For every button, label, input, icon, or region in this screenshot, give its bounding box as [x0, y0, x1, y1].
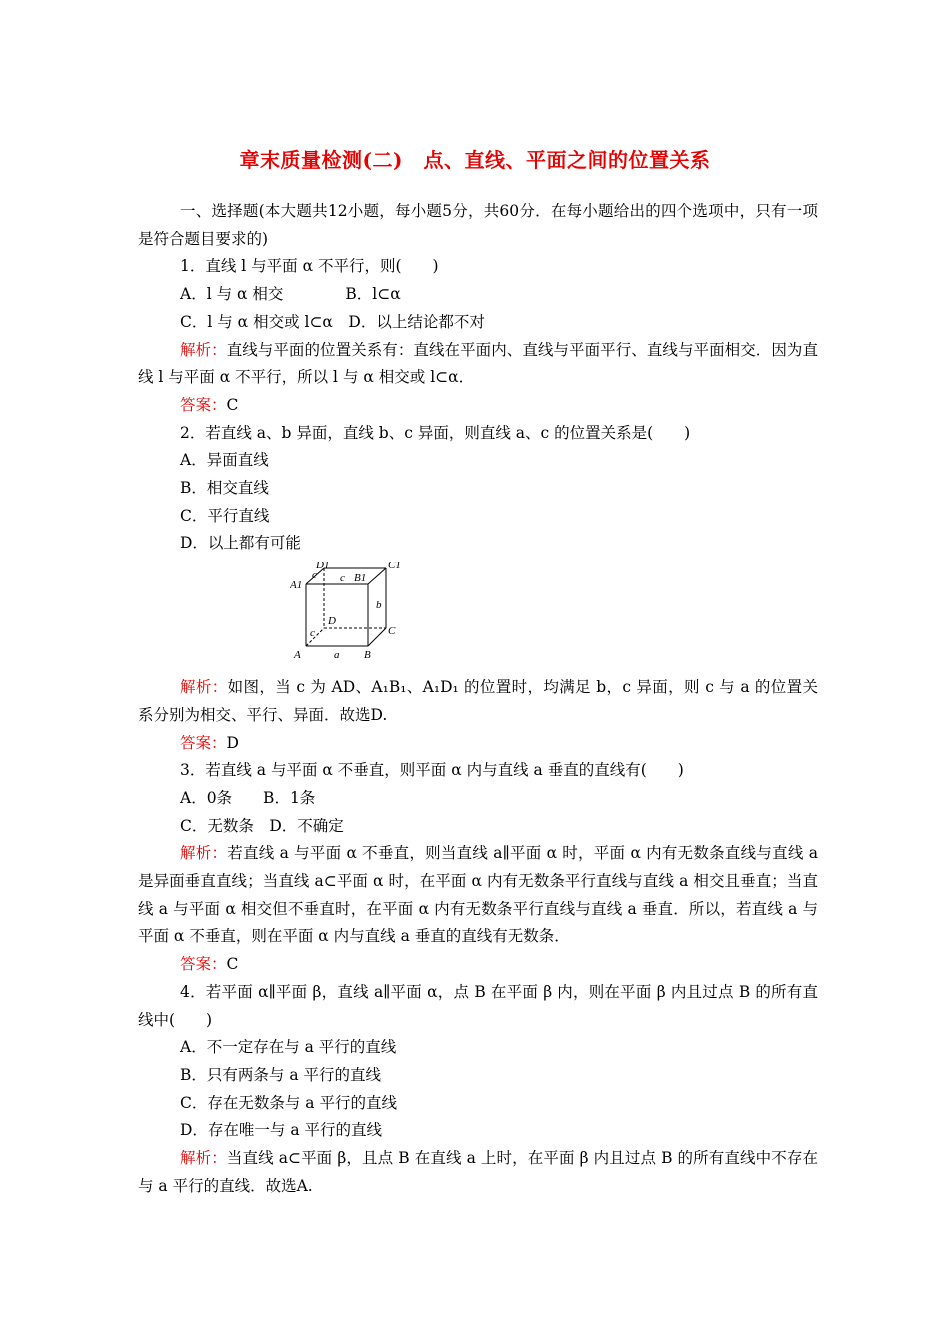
question-2-stem: 2．若直线 a、b 异面，直线 b、c 异面，则直线 a、c 的位置关系是( )	[180, 423, 691, 442]
question-2-option: D．以上都有可能	[180, 534, 301, 553]
question-4-analysis	[138, 1145, 818, 1200]
page-title: 章末质量检测(二) 点、直线、平面之间的位置关系	[239, 148, 711, 172]
question-4-option: A．不一定存在与 a 平行的直线	[180, 1038, 397, 1057]
question-4-option: B．只有两条与 a 平行的直线	[180, 1065, 381, 1084]
cube-diagram	[290, 562, 402, 666]
analysis-text: 如图，当 c 为 AD、A₁B₁、A₁D₁ 的位置时，均满足 b，c 异面，则 c 与 a 的位置关系分别为相交、平行、异面．故选D.	[138, 678, 818, 724]
question-4-stem: 4．若平面 α∥平面 β，直线 a∥平面 α，点 B 在平面 β 内，则在平面 β 内且过点 B 的所有直线中( )	[138, 982, 818, 1029]
analysis-text: 直线与平面的位置关系有：直线在平面内、直线与平面平行、直线与平面相交．因为直线 l 与平面 α 不平行，所以 l 与 α 相交或 l⊂α．	[138, 340, 818, 387]
analysis-label: 解析：	[180, 844, 228, 863]
document-body	[138, 198, 818, 1201]
answer-label: 答案：	[180, 955, 227, 974]
section-header: 一、选择题(本大题共12小题，每小题5分，共60分．在每小题给出的四个选项中，只有一项是符合题目要求的)	[138, 202, 818, 248]
cube-edge	[368, 628, 386, 646]
question-3-option-row: A．0条 B．1条	[180, 788, 316, 807]
question-1-option-row: C．l 与 α 相交或 l⊂α D．以上结论都不对	[180, 312, 485, 331]
analysis-text: 若直线 a 与平面 α 不垂直，则当直线 a∥平面 α 时，平面 α 内有无数条直线与直线 a 是异面垂直直线；当直线 a⊂平面 α 时，在平面 α 内有无数条平行直线与直线 a 相交且垂直；当直线 a 与平面 α 相交但不垂直时，在平面 α 内有无数条平行直线与直线 a 垂直．所以，若直线 a 与平面 α 不垂直，则在平面 α 内与直线 a 垂直的直线有无数条．	[138, 844, 818, 946]
question-1-answer	[138, 392, 818, 420]
vertex-label-b1: B1	[354, 572, 367, 585]
edge-label-c: c	[310, 627, 315, 640]
question-2-option: A．异面直线	[180, 451, 269, 470]
vertex-label-d1: D1	[316, 562, 330, 572]
question-2-analysis	[138, 674, 818, 729]
analysis-text: 当直线 a⊂平面 β，且点 B 在直线 a 上时，在平面 β 内且过点 B 的所有直线中不存在与 a 平行的直线．故选A.	[138, 1149, 818, 1195]
question-2-answer	[138, 730, 818, 758]
question-2-option: C．平行直线	[180, 506, 270, 525]
question-4-option: D．存在唯一与 a 平行的直线	[180, 1121, 383, 1140]
question-1-stem: 1．直线 l 与平面 α 不平行，则( )	[180, 257, 439, 276]
question-4-option: C．存在无数条与 a 平行的直线	[180, 1093, 397, 1112]
cube-figure	[138, 562, 818, 668]
edge-label-c: c	[312, 569, 317, 582]
analysis-label: 解析：	[180, 678, 228, 697]
edge-label-a: a	[334, 649, 340, 662]
edge-label-b: b	[376, 599, 382, 612]
edge-label-c: c	[340, 572, 345, 585]
vertex-label-c: C	[388, 625, 396, 638]
vertex-label-c1: C1	[388, 562, 401, 572]
vertex-label-a1: A1	[290, 579, 303, 592]
vertex-label-b: B	[364, 649, 371, 662]
vertex-label-a: A	[294, 649, 301, 662]
cube-edge	[368, 568, 386, 584]
question-3-answer	[138, 951, 818, 979]
analysis-label: 解析：	[180, 1149, 227, 1168]
vertex-label-d: D	[328, 615, 336, 628]
question-1-analysis	[138, 337, 818, 392]
answer-value: C	[226, 955, 239, 974]
question-1-option-row: A．l 与 α 相交 B．l⊂α	[180, 285, 401, 304]
answer-value: D	[226, 733, 239, 752]
analysis-label: 解析：	[180, 340, 227, 359]
question-3-option-row: C．无数条 D．不确定	[180, 816, 344, 835]
question-3-stem: 3．若直线 a 与平面 α 不垂直，则平面 α 内与直线 a 垂直的直线有( )	[180, 761, 684, 780]
cube-hidden-edge	[306, 628, 324, 646]
answer-label: 答案：	[180, 733, 227, 752]
question-2-option: B．相交直线	[180, 479, 269, 498]
answer-value: C	[226, 395, 239, 414]
question-3-analysis	[138, 840, 818, 951]
answer-label: 答案：	[180, 395, 227, 414]
